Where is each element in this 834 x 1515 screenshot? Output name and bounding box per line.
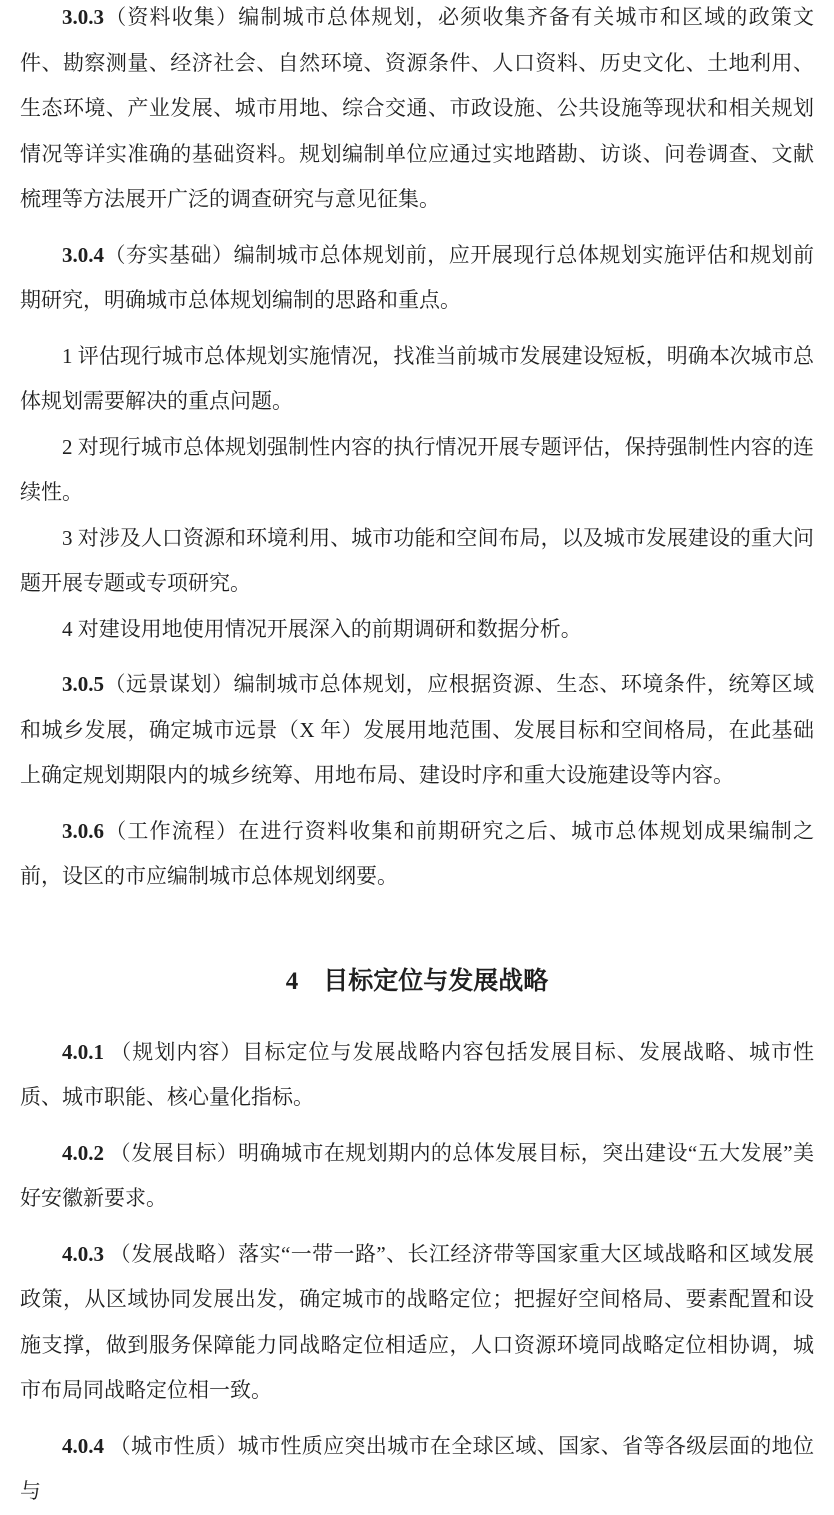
clause-number: 4.0.2: [62, 1140, 104, 1165]
sub-item-3: [20, 516, 814, 607]
clause-3-0-6: [20, 809, 814, 900]
clause-text: （发展战略）落实“一带一路”、长江经济带等国家重大区域战略和区域发展政策，从区域协同发展出发，确定城市的战略定位；把握好空间格局、要素配置和设施支撑，做到服务保障能力同战略定位相适应，人口资源环境同战略定位相协调，城市布局同战略定位相一致。: [20, 1241, 814, 1402]
clause-text: （工作流程）在进行资料收集和前期研究之后、城市总体规划成果编制之前，设区的市应编制城市总体规划纲要。: [20, 818, 814, 888]
clause-number: 4.0.3: [62, 1241, 104, 1266]
item-text: 对涉及人口资源和环境利用、城市功能和空间布局，以及城市发展建设的重大问题开展专题或专项研究。: [20, 525, 814, 595]
item-number: 3: [62, 525, 73, 550]
sub-item-2: [20, 425, 814, 516]
clause-3-0-5: [20, 662, 814, 799]
clause-4-0-2: [20, 1131, 814, 1222]
item-text: 评估现行城市总体规划实施情况，找准当前城市发展建设短板，明确本次城市总体规划需要解决的重点问题。: [20, 343, 814, 413]
clause-text: （发展目标）明确城市在规划期内的总体发展目标，突出建设“五大发展”美好安徽新要求。: [20, 1140, 814, 1210]
clause-text: （远景谋划）编制城市总体规划，应根据资源、生态、环境条件，统筹区域和城乡发展，确定城市远景（X 年）发展用地范围、发展目标和空间格局，在此基础上确定规划期限内的城乡统筹、用地布局、建设时序和重大设施建设等内容。: [20, 672, 814, 787]
item-number: 2: [62, 434, 73, 459]
clause-3-0-4: [20, 233, 814, 324]
item-text: 对现行城市总体规划强制性内容的执行情况开展专题评估，保持强制性内容的连续性。: [20, 434, 814, 504]
clause-text: （资料收集）编制城市总体规划，必须收集齐备有关城市和区域的政策文件、勘察测量、经济社会、自然环境、资源条件、人口资料、历史文化、土地利用、生态环境、产业发展、城市用地、综合交通、市政设施、公共设施等现状和相关规划情况等详实准确的基础资料。规划编制单位应通过实地踏勘、访谈、问卷调查、文献梳理等方法展开广泛的调查研究与意见征集。: [20, 5, 814, 211]
item-text: 对建设用地使用情况开展深入的前期调研和数据分析。: [72, 616, 582, 641]
clause-number: 3.0.5: [62, 672, 104, 696]
clause-text: （城市性质）城市性质应突出城市在全球区域、国家、省等各级层面的地位与: [20, 1433, 814, 1503]
clause-number: 3.0.6: [62, 818, 104, 843]
item-number: 1: [62, 343, 73, 368]
clause-3-0-3: [20, 0, 814, 223]
clause-4-0-4: [20, 1424, 814, 1515]
clause-4-0-3: [20, 1232, 814, 1414]
clause-text: （规划内容）目标定位与发展战略内容包括发展目标、发展战略、城市性质、城市职能、核心量化指标。: [20, 1039, 814, 1109]
sub-item-4: [20, 607, 814, 653]
clause-number: 4.0.4: [62, 1433, 104, 1458]
clause-number: 4.0.1: [62, 1039, 104, 1064]
item-number: 4: [62, 616, 73, 641]
clause-4-0-1: [20, 1030, 814, 1121]
clause-text: （夯实基础）编制城市总体规划前，应开展现行总体规划实施评估和规划前期研究，明确城市总体规划编制的思路和重点。: [20, 242, 814, 312]
clause-number: 3.0.3: [62, 5, 104, 29]
chapter-title: 目标定位与发展战略: [323, 967, 549, 995]
chapter-heading: [20, 964, 814, 1000]
chapter-number: 4: [285, 967, 299, 995]
sub-item-1: [20, 334, 814, 425]
clause-number: 3.0.4: [62, 242, 104, 267]
